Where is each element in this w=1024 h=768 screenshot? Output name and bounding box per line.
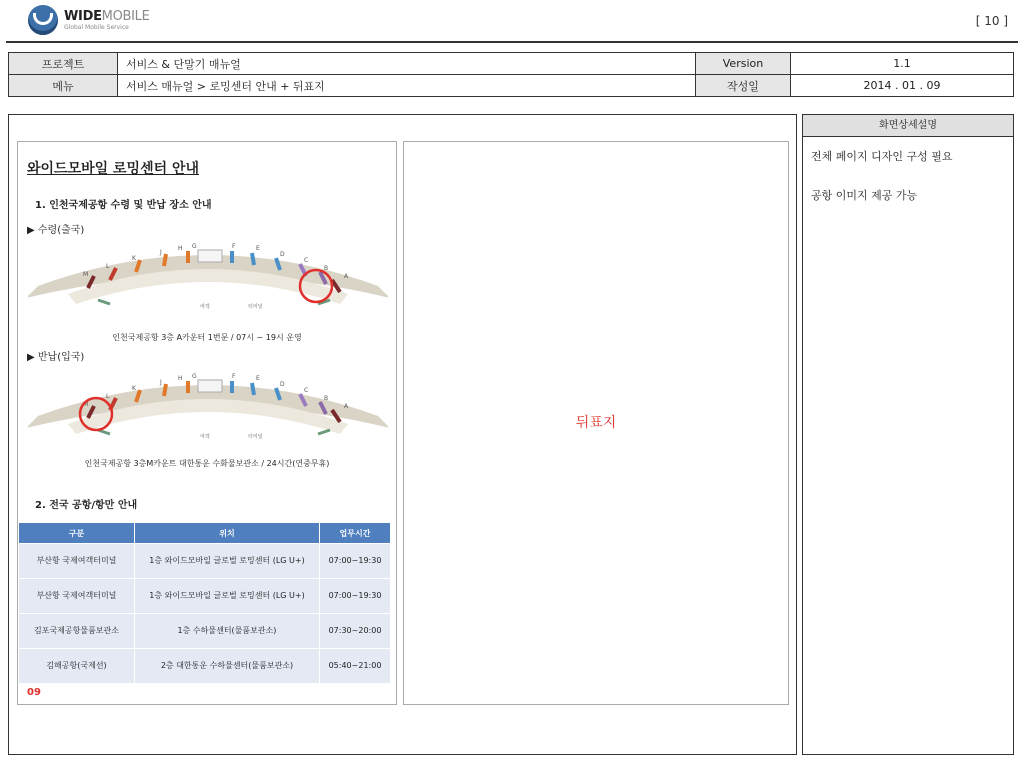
description-line: 공항 이미지 제공 가능 xyxy=(811,189,918,202)
svg-text:K: K xyxy=(132,255,136,262)
svg-text:F: F xyxy=(232,373,236,380)
svg-text:G: G xyxy=(192,243,197,250)
svg-text:E: E xyxy=(256,245,260,252)
svg-text:K: K xyxy=(132,385,136,392)
table-cell: 07:00~19:30 xyxy=(320,579,390,613)
table-cell: 부산항 국제여객터미널 xyxy=(19,579,134,613)
svg-text:A: A xyxy=(344,403,349,410)
terminal-map-pickup xyxy=(28,238,388,318)
svg-text:D: D xyxy=(280,251,285,258)
table-cell: 2층 대한통운 수하물센터(물품보관소) xyxy=(135,649,319,683)
date-value: 2014 . 01 . 09 xyxy=(791,75,1014,97)
description-panel xyxy=(802,114,1014,755)
pickup-caption: 인천국제공항 3층 A카운터 1번문 / 07시 ~ 19시 운영 xyxy=(112,333,302,342)
project-label: 프로젝트 xyxy=(9,53,118,75)
pickup-label: ▶ 수령(출국) xyxy=(27,225,85,236)
back-cover-label: 뒤표지 xyxy=(575,415,617,431)
back-cover-page xyxy=(403,141,789,705)
table-cell: 05:40~21:00 xyxy=(320,649,390,683)
table-row xyxy=(19,649,390,683)
logo-icon xyxy=(28,5,58,35)
svg-text:G: G xyxy=(192,373,197,380)
table-cell: 1층 와이드모바일 글로벌 로밍센터 (LG U+) xyxy=(135,544,319,578)
header-divider xyxy=(6,41,1018,43)
svg-text:H: H xyxy=(178,245,183,252)
menu-value: 서비스 매뉴얼 > 로밍센터 안내 + 뒤표지 xyxy=(118,75,696,97)
table-cell: 07:30~20:00 xyxy=(320,614,390,648)
date-label: 작성일 xyxy=(696,75,791,97)
company-logo xyxy=(28,6,150,34)
svg-text:C: C xyxy=(304,387,309,394)
map-label-right: 터미널 xyxy=(248,304,263,310)
svg-text:E: E xyxy=(256,375,260,382)
map-label-left: 여객 xyxy=(200,434,210,440)
map-label-left: 여객 xyxy=(200,304,210,310)
svg-text:L: L xyxy=(106,263,110,270)
page-number: [ 10 ] xyxy=(975,14,1008,28)
section-incheon-heading: 1. 인천국제공항 수령 및 반납 장소 안내 xyxy=(35,200,212,211)
version-label: Version xyxy=(696,53,791,75)
table-cell: 김포국제공항물품보관소 xyxy=(19,614,134,648)
table-cell: 1층 와이드모바일 글로벌 로밍센터 (LG U+) xyxy=(135,579,319,613)
version-value: 1.1 xyxy=(791,53,1014,75)
table-cell: 1층 수하물센터(물품보관소) xyxy=(135,614,319,648)
svg-text:M: M xyxy=(83,271,89,278)
logo-tagline: Global Mobile Service xyxy=(64,23,129,31)
project-value: 서비스 & 단말기 매뉴얼 xyxy=(118,53,696,75)
page-footer-number: 09 xyxy=(27,687,41,698)
column-header: 구분 xyxy=(19,523,134,543)
page-title: 와이드모바일 로밍센터 안내 xyxy=(27,161,200,177)
menu-label: 메뉴 xyxy=(9,75,118,97)
return-caption: 인천국제공항 3층M카운트 대한통운 수화물보관소 / 24시간(연중무휴) xyxy=(84,459,330,468)
svg-text:F: F xyxy=(232,243,236,250)
return-label: ▶ 반납(입국) xyxy=(27,352,85,363)
svg-text:C: C xyxy=(304,257,309,264)
svg-text:J: J xyxy=(160,249,162,256)
table-cell: 김해공항(국제선) xyxy=(19,649,134,683)
table-cell: 07:00~19:30 xyxy=(320,544,390,578)
svg-text:B: B xyxy=(324,395,329,402)
svg-text:M: M xyxy=(83,401,89,408)
svg-text:H: H xyxy=(178,375,183,382)
map-label-right: 터미널 xyxy=(248,434,263,440)
table-row xyxy=(19,614,390,648)
airport-table xyxy=(18,522,391,684)
section-airports-heading: 2. 전국 공항/항만 안내 xyxy=(35,500,138,511)
svg-text:J: J xyxy=(160,379,162,386)
svg-text:D: D xyxy=(280,381,285,388)
table-cell: 부산항 국제여객터미널 xyxy=(19,544,134,578)
roaming-center-page xyxy=(17,141,397,705)
table-row xyxy=(19,579,390,613)
column-header: 위치 xyxy=(135,523,319,543)
document-info-table xyxy=(8,52,1014,97)
logo-wordmark: WIDEMOBILE xyxy=(64,8,150,24)
description-title: 화면상세설명 xyxy=(803,115,1013,137)
column-header: 업무시간 xyxy=(320,523,390,543)
description-line: 전체 페이지 디자인 구성 필요 xyxy=(811,150,953,163)
svg-text:L: L xyxy=(106,393,110,400)
svg-text:B: B xyxy=(324,265,329,272)
svg-text:A: A xyxy=(344,273,349,280)
terminal-map-return xyxy=(28,368,388,448)
table-row xyxy=(19,544,390,578)
